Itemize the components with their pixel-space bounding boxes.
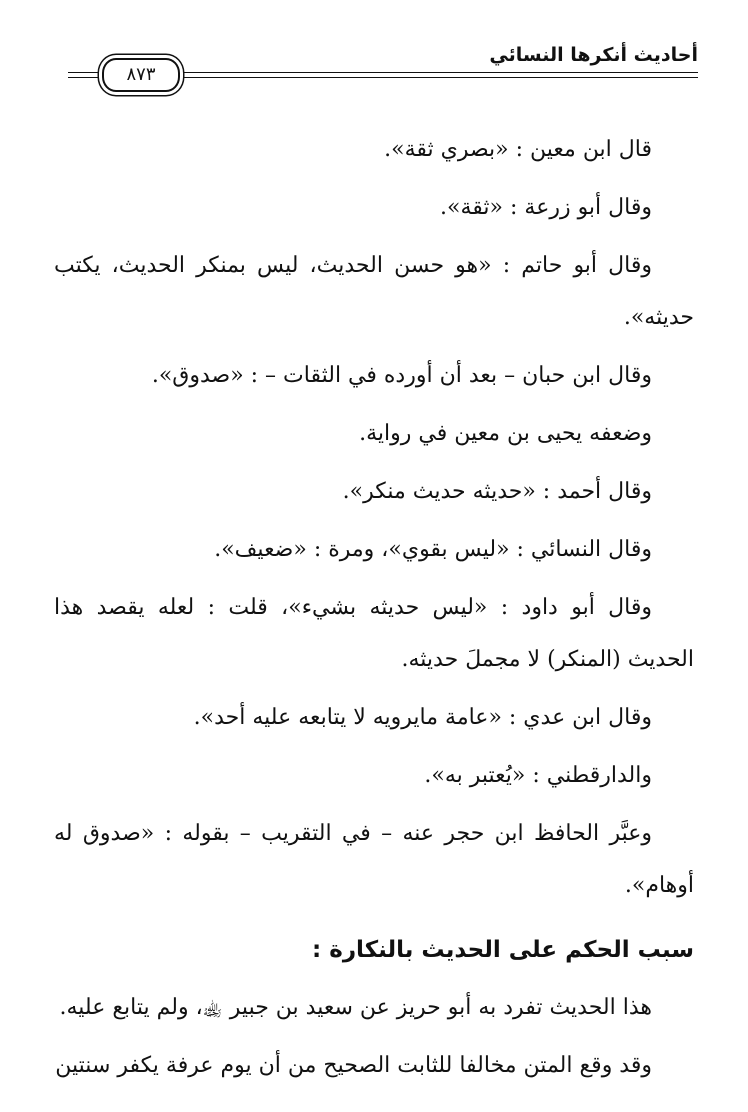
paragraph-abu-dawud: وقال أبو داود : «ليس حديثه بشيء»، قلت : لعله يقصد هذا الحديث (المنكر) لا مجملَ حديثه. — [54, 595, 694, 672]
paragraph-ibn-hajar: وعبَّر الحافظ ابن حجر عنه – في التقريب – بقوله : «صدوق له أوهام». — [54, 821, 694, 898]
paragraph-ahmad: وقال أحمد : «حديثه حديث منكر». — [342, 479, 652, 504]
paragraph-yahya-ibn-maeen: وضعفه يحيى بن معين في رواية. — [359, 421, 652, 446]
paragraph-abu-zurah: وقال أبو زرعة : «ثقة». — [440, 195, 652, 220]
running-title: أحاديث أنكرها النسائي — [489, 44, 698, 66]
page-number: ٨٧٣ — [126, 64, 156, 85]
section-heading: سبب الحكم على الحديث بالنكارة : — [312, 937, 694, 963]
paragraph-ibn-adi: وقال ابن عدي : «عامة مايرويه لا يتابعه عليه أحد». — [193, 705, 652, 730]
paragraph-daraqutni: والدارقطني : «يُعتبر به». — [424, 763, 652, 788]
paragraph-nasai: وقال النسائي : «ليس بقوي»، ومرة : «ضعيف». — [214, 537, 652, 562]
page-body — [54, 124, 694, 1092]
paragraph-section-1: هذا الحديث تفرد به أبو حريز عن سعيد بن جبير ﵀، ولم يتابع عليه. — [59, 995, 652, 1020]
page-number-badge — [102, 58, 180, 92]
paragraph-ibn-maeen: قال ابن معين : «بصري ثقة». — [384, 137, 652, 162]
paragraph-section-2: وقد وقع المتن مخالفا للثابت الصحيح من أن يوم عرفة يكفر سنتين — [55, 1053, 652, 1078]
paragraph-abu-hatim: وقال أبو حاتم : «هو حسن الحديث، ليس بمنكر الحديث، يكتب حديثه». — [54, 253, 694, 330]
paragraph-ibn-hibban: وقال ابن حبان – بعد أن أورده في الثقات – : «صدوق». — [151, 363, 652, 388]
